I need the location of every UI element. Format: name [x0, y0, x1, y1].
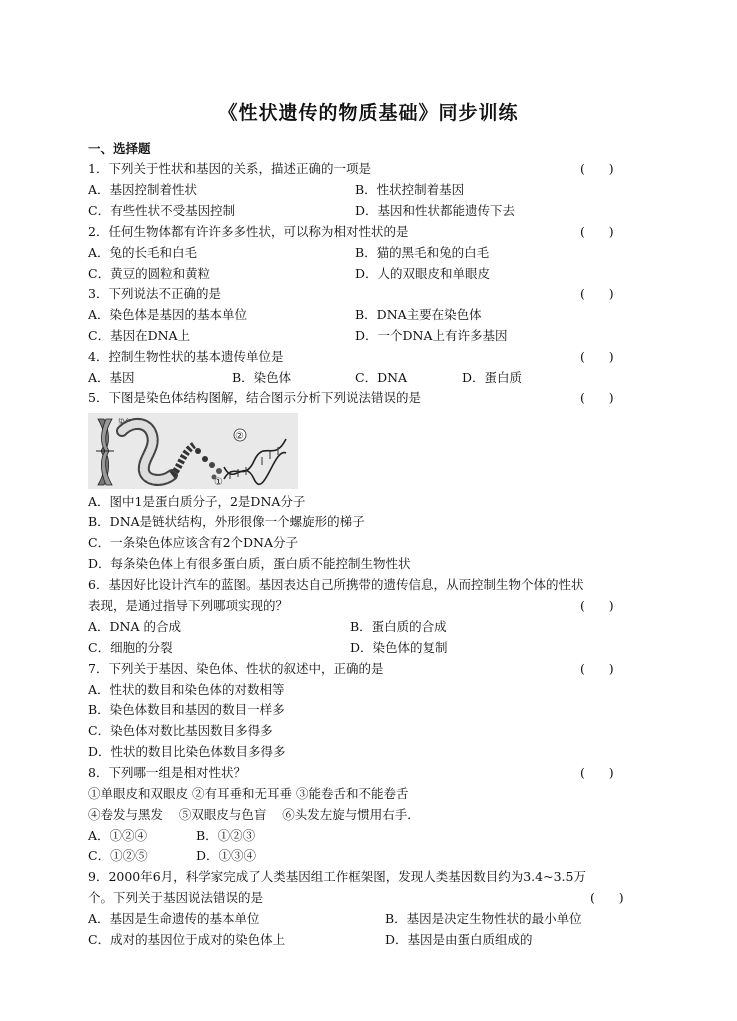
q8-items-line2: ④卷发与黑发 ⑤双眼皮与色盲 ⑥头发左旋与惯用右手．: [88, 807, 420, 822]
q6-option-c: C．细胞的分裂: [88, 640, 173, 655]
q3-answer-blank: ( ): [580, 286, 614, 301]
q8-option-b: B．①②③: [196, 828, 256, 843]
q4-option-b: B．染色体: [232, 370, 292, 385]
q3-option-d: D．一个DNA上有许多基因: [355, 328, 508, 343]
q8-option-d: D．①③④: [196, 848, 257, 863]
q9-option-b: B．基因是决定生物性状的最小单位: [385, 911, 582, 926]
q3-option-b: B．DNA主要在染色体: [355, 307, 482, 322]
q9-stem-line1: 9．2000年6月，科学家完成了人类基因组工作框架图，发现人类基因数目约为3.4~3.5万: [88, 869, 586, 884]
q5-option-d: D．每条染色体上有很多蛋白质，蛋白质不能控制生物性状: [88, 556, 411, 571]
q4-option-a: A．基因: [88, 370, 135, 385]
q2-answer-blank: ( ): [580, 224, 614, 239]
fig-label-chromosome: 染色体: [118, 418, 139, 426]
q2-option-a: A．兔的长毛和白毛: [88, 245, 198, 260]
section-heading: 一、选择题: [88, 141, 151, 156]
q9-answer-blank: ( ): [590, 890, 624, 905]
q8-stem: 8．下列哪一组是相对性状？: [88, 765, 246, 780]
q4-stem: 4．控制生物性状的基本遗传单位是: [88, 349, 284, 364]
q7-option-c: C．染色体对数比基因数目多得多: [88, 723, 273, 738]
q1-stem: 1．下列关于性状和基因的关系，描述正确的一项是: [88, 161, 371, 176]
q6-answer-blank: ( ): [580, 598, 614, 613]
q5-answer-blank: ( ): [580, 390, 614, 405]
q6-option-d: D．染色体的复制: [350, 640, 448, 655]
q3-option-c: C．基因在DNA上: [88, 328, 191, 343]
q5-option-a: A．图中1是蛋白质分子，2是DNA分子: [88, 494, 306, 509]
chromosome-structure-figure: [88, 413, 298, 489]
q9-stem-line2: 个。下列关于基因说法错误的是: [88, 890, 264, 905]
fig-label-2: ②: [235, 431, 244, 442]
q8-option-c: C．①②⑤: [88, 848, 148, 863]
q5-stem: 5．下图是染色体结构图解，结合图示分析下列说法错误的是: [88, 390, 421, 405]
q1-option-d: D．基因和性状都能遗传下去: [355, 203, 516, 218]
q1-option-b: B．性状控制着基因: [355, 182, 465, 197]
q8-answer-blank: ( ): [580, 765, 614, 780]
q8-option-a: A．①②④: [88, 828, 148, 843]
q1-option-c: C．有些性状不受基因控制: [88, 203, 236, 218]
q2-stem: 2．任何生物体都有许许多多性状，可以称为相对性状的是: [88, 224, 409, 239]
q7-option-a: A．性状的数目和染色体的对数相等: [88, 682, 285, 697]
q4-option-d: D．蛋白质: [462, 370, 523, 385]
q9-option-c: C．成对的基因位于成对的染色体上: [88, 932, 286, 947]
q8-items-line1: ①单眼皮和双眼皮 ②有耳垂和无耳垂 ③能卷舌和不能卷舌: [88, 786, 409, 801]
q2-option-d: D．人的双眼皮和单眼皮: [355, 266, 491, 281]
q7-answer-blank: ( ): [580, 661, 614, 676]
q5-option-c: C．一条染色体应该含有2个DNA分子: [88, 535, 299, 550]
q4-option-c: C．DNA: [355, 370, 408, 385]
q3-stem: 3．下列说法不正确的是: [88, 286, 221, 301]
q9-option-d: D．基因是由蛋白质组成的: [385, 932, 533, 947]
q6-stem-line1: 6．基因好比设计汽车的蓝图。基因表达自己所携带的遗传信息，从而控制生物个体的性状: [88, 577, 584, 592]
q7-stem: 7．下列关于基因、染色体、性状的叙述中，正确的是: [88, 661, 384, 676]
q6-option-b: B．蛋白质的合成: [350, 619, 447, 634]
q6-option-a: A．DNA 的合成: [88, 619, 181, 634]
q7-option-b: B．染色体数目和基因的数目一样多: [88, 702, 285, 717]
q9-option-a: A．基因是生命遗传的基本单位: [88, 911, 260, 926]
q4-answer-blank: ( ): [580, 349, 614, 364]
q1-option-a: A．基因控制着性状: [88, 182, 198, 197]
fig-label-1: ①: [214, 477, 223, 488]
q7-option-d: D．性状的数目比染色体数目多得多: [88, 744, 286, 759]
q1-answer-blank: ( ): [580, 161, 614, 176]
q5-option-b: B．DNA是链状结构，外形很像一个螺旋形的梯子: [88, 514, 365, 529]
q2-option-c: C．黄豆的圆粒和黄粒: [88, 266, 211, 281]
q6-stem-line2: 表现，是通过指导下列哪项实现的？: [88, 598, 289, 613]
q2-option-b: B．猫的黑毛和兔的白毛: [355, 245, 490, 260]
q3-option-a: A．染色体是基因的基本单位: [88, 307, 248, 322]
page-title: 《性状遗传的物质基础》同步训练: [218, 102, 519, 124]
